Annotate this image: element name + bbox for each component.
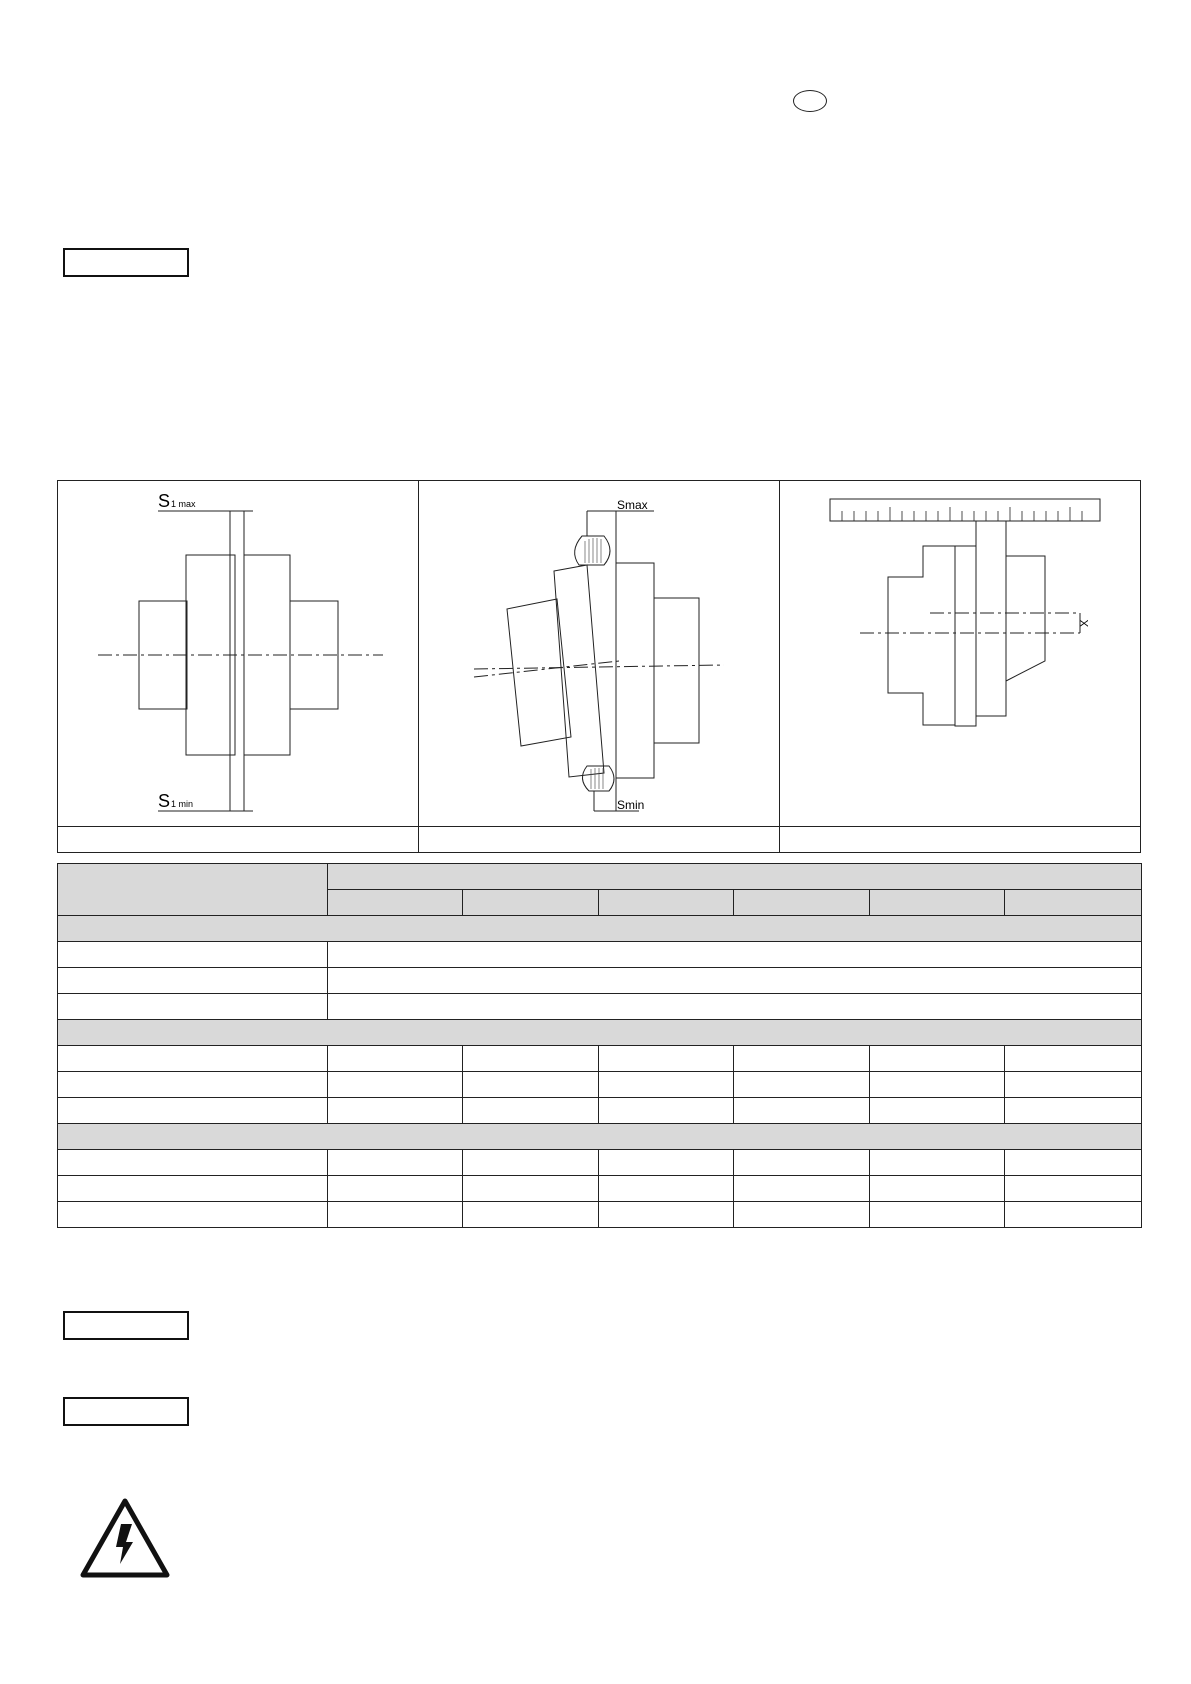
header-row-label — [58, 864, 328, 916]
header-group — [328, 864, 1142, 890]
high-voltage-warning-icon — [80, 1498, 170, 1578]
cell — [599, 1202, 734, 1228]
column-header — [599, 890, 734, 916]
cell — [599, 1046, 734, 1072]
row-value — [328, 942, 1142, 968]
section-label-box-3 — [63, 1397, 189, 1426]
cell — [463, 1046, 599, 1072]
table-row — [58, 1176, 1142, 1202]
column-header — [328, 890, 463, 916]
cell — [599, 1176, 734, 1202]
smax-label: Smax — [617, 498, 648, 512]
cell — [463, 1072, 599, 1098]
table-row — [58, 968, 1142, 994]
cell — [870, 1150, 1005, 1176]
row-label — [58, 1072, 328, 1098]
table-row — [58, 1098, 1142, 1124]
cell — [1005, 1202, 1142, 1228]
cell — [1005, 1072, 1142, 1098]
cell — [1005, 1150, 1142, 1176]
cell — [328, 1098, 463, 1124]
row-label — [58, 968, 328, 994]
figure-caption-angular — [418, 826, 780, 853]
s1-max-subscript: 1 max — [171, 499, 196, 509]
row-label — [58, 942, 328, 968]
cell — [734, 1176, 870, 1202]
figure-angular-misalignment — [418, 480, 780, 827]
s1-min-subscript: 1 min — [171, 799, 194, 809]
figure-axial-misalignment — [57, 480, 419, 827]
row-value — [328, 994, 1142, 1020]
section-label-box-1 — [63, 248, 189, 277]
section-label-box-2 — [63, 1311, 189, 1340]
cell — [463, 1202, 599, 1228]
cell — [1005, 1176, 1142, 1202]
table-row — [58, 1150, 1142, 1176]
cell — [1005, 1046, 1142, 1072]
row-label — [58, 1150, 328, 1176]
cell — [734, 1202, 870, 1228]
table-row — [58, 1046, 1142, 1072]
table-row — [58, 1202, 1142, 1228]
cell — [734, 1150, 870, 1176]
section-title — [58, 1020, 1142, 1046]
section-title — [58, 1124, 1142, 1150]
row-label — [58, 1202, 328, 1228]
offset-x-label: X — [1079, 619, 1091, 627]
figure-caption-radial — [779, 826, 1141, 853]
cell — [870, 1202, 1005, 1228]
cell — [870, 1046, 1005, 1072]
smin-label: Smin — [617, 798, 645, 812]
cell — [870, 1176, 1005, 1202]
figure-radial-misalignment — [779, 480, 1141, 827]
row-label — [58, 994, 328, 1020]
cell — [599, 1150, 734, 1176]
figure-caption-axial — [57, 826, 419, 853]
cell — [734, 1046, 870, 1072]
row-label — [58, 1098, 328, 1124]
cell — [870, 1098, 1005, 1124]
cell — [328, 1176, 463, 1202]
cell — [328, 1202, 463, 1228]
table-row — [58, 942, 1142, 968]
row-label — [58, 1046, 328, 1072]
row-label — [58, 1176, 328, 1202]
cell — [328, 1150, 463, 1176]
table-row — [58, 994, 1142, 1020]
s1-min-label: S — [158, 791, 171, 811]
section-title — [58, 916, 1142, 942]
angular-misalignment-drawing — [419, 481, 781, 828]
table-header-row — [58, 864, 1142, 890]
cell — [734, 1072, 870, 1098]
cell — [599, 1072, 734, 1098]
language-tag-outline — [793, 90, 827, 112]
table-row — [58, 1072, 1142, 1098]
column-header — [870, 890, 1005, 916]
cell — [599, 1098, 734, 1124]
column-header — [463, 890, 599, 916]
cell — [463, 1098, 599, 1124]
cell — [870, 1072, 1005, 1098]
cell — [1005, 1098, 1142, 1124]
column-header — [1005, 890, 1142, 916]
row-value — [328, 968, 1142, 994]
cell — [463, 1176, 599, 1202]
column-header — [734, 890, 870, 916]
radial-misalignment-drawing — [780, 481, 1142, 828]
misalignment-spec-table — [57, 863, 1142, 1228]
cell — [328, 1072, 463, 1098]
s1-max-label: S — [158, 491, 171, 511]
cell — [328, 1046, 463, 1072]
cell — [734, 1098, 870, 1124]
cell — [463, 1150, 599, 1176]
axial-misalignment-drawing — [58, 481, 420, 828]
